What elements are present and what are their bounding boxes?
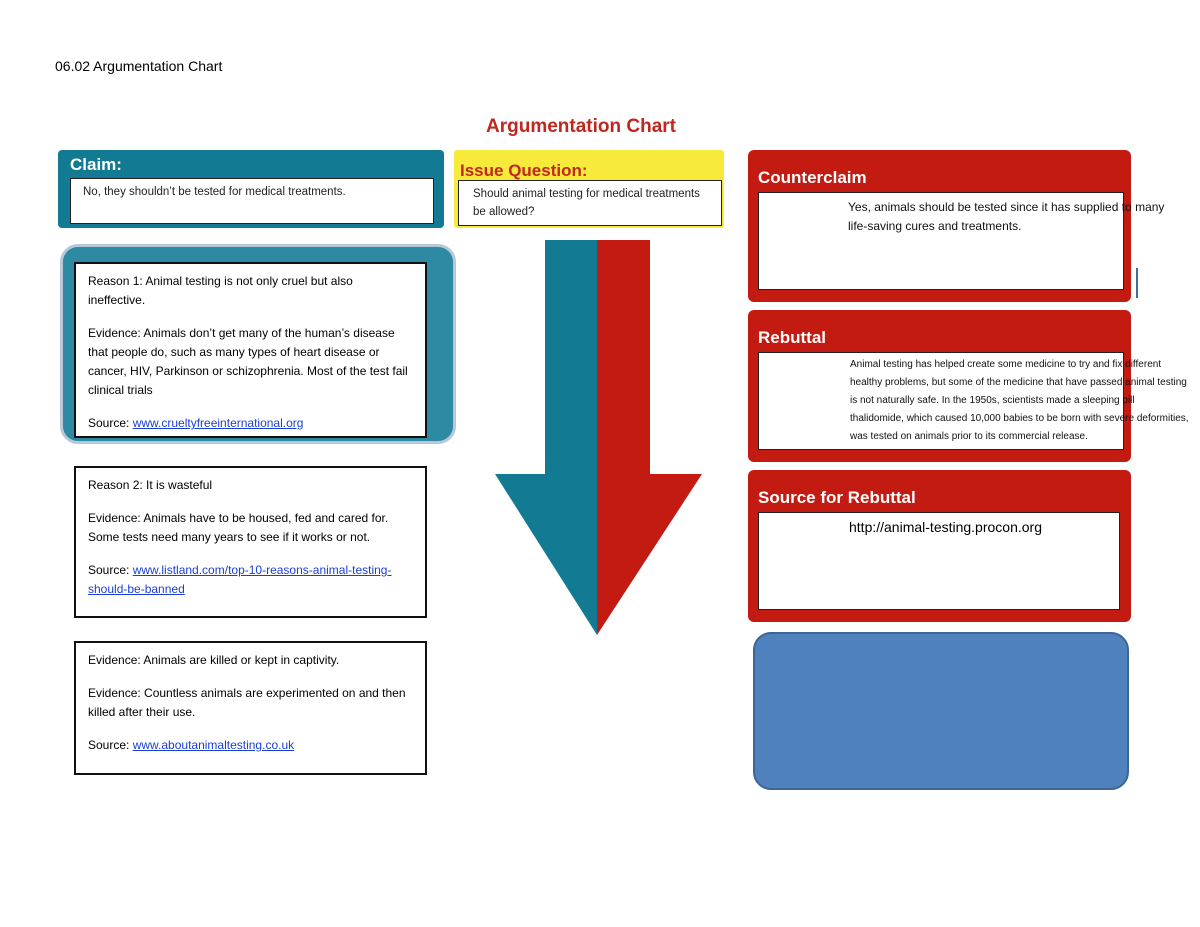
source-rebuttal-label: Source for Rebuttal: [758, 488, 916, 507]
issue-question-label: Issue Question:: [460, 161, 588, 180]
reason-3-box[interactable]: [74, 641, 427, 775]
issue-question-text: Should animal testing for medical treatments be allowed?: [473, 188, 700, 218]
reason-2-source-link[interactable]: www.listland.com/top-10-reasons-animal-testing-should-be-banned: [88, 563, 392, 596]
reason-1-source-link[interactable]: www.crueltyfreeinternational.org: [132, 416, 304, 430]
document-title: 06.02 Argumentation Chart: [55, 58, 223, 74]
chart-title: Argumentation Chart: [486, 116, 676, 137]
issue-question-panel: [454, 150, 724, 228]
claim-text: No, they shouldn’t be tested for medical treatments.: [83, 186, 346, 198]
reason-3-text: Evidence: Animals are killed or kept in captivity.: [88, 653, 340, 667]
claim-panel: [58, 150, 444, 228]
reason-1-text: Reason 1: Animal testing is not only cruel but also ineffective.: [88, 274, 353, 307]
arrow-right-half: [597, 240, 702, 635]
reason-2-text: Reason 2: It is wasteful: [88, 478, 213, 492]
counterclaim-side-line: [1136, 268, 1138, 298]
rebuttal-label: Rebuttal: [758, 328, 826, 347]
counterclaim-text: Yes, animals should be tested since it has supplied to many life-saving cures and treatments.: [848, 200, 1165, 233]
claim-label: Claim:: [70, 155, 122, 174]
flow-arrow: [495, 240, 705, 640]
claim-text-box[interactable]: [70, 178, 434, 224]
source-rebuttal-text-box[interactable]: [758, 512, 1120, 610]
issue-question-text-box[interactable]: [458, 180, 722, 226]
source-rebuttal-panel: [748, 470, 1131, 622]
reason-3-source: Source: www.aboutanimaltesting.co.uk: [88, 738, 295, 752]
arrow-left-half: [495, 240, 597, 635]
source-rebuttal-text: http://animal-testing.procon.org: [849, 519, 1042, 535]
counterclaim-label: Counterclaim: [758, 168, 867, 187]
reason-3-source-link[interactable]: www.aboutanimaltesting.co.uk: [132, 738, 295, 752]
reason-2-box[interactable]: [74, 466, 427, 618]
reason-1-source: Source: www.crueltyfreeinternational.org: [88, 416, 304, 430]
reason-1-box[interactable]: [74, 262, 427, 438]
reason-1-evidence: Evidence: Animals don’t get many of the human’s disease that people do, such as many types of heart disease or cancer, HIV, Parkinson or schizophrenia. Most of the test fail clinical trials: [88, 326, 408, 397]
reason-3-evidence: Evidence: Countless animals are experimented on and then killed after their use.: [88, 686, 406, 719]
rebuttal-text: Animal testing has helped create some medicine to try and fix different healthy problems, but some of the medicine that have passed animal testing is not naturally safe. In the 1950s, scientists made a sleeping pill thalidomide, which caused 10,000 babies to be born with severe deformities, was tested on animals prior to its commercial release.: [850, 359, 1189, 442]
blue-rounded-box[interactable]: [753, 632, 1129, 790]
reason-2-source: Source: www.listland.com/top-10-reasons-animal-testing-should-be-banned: [88, 563, 392, 596]
reason-2-evidence: Evidence: Animals have to be housed, fed and cared for. Some tests need many years to see if it works or not.: [88, 511, 389, 544]
